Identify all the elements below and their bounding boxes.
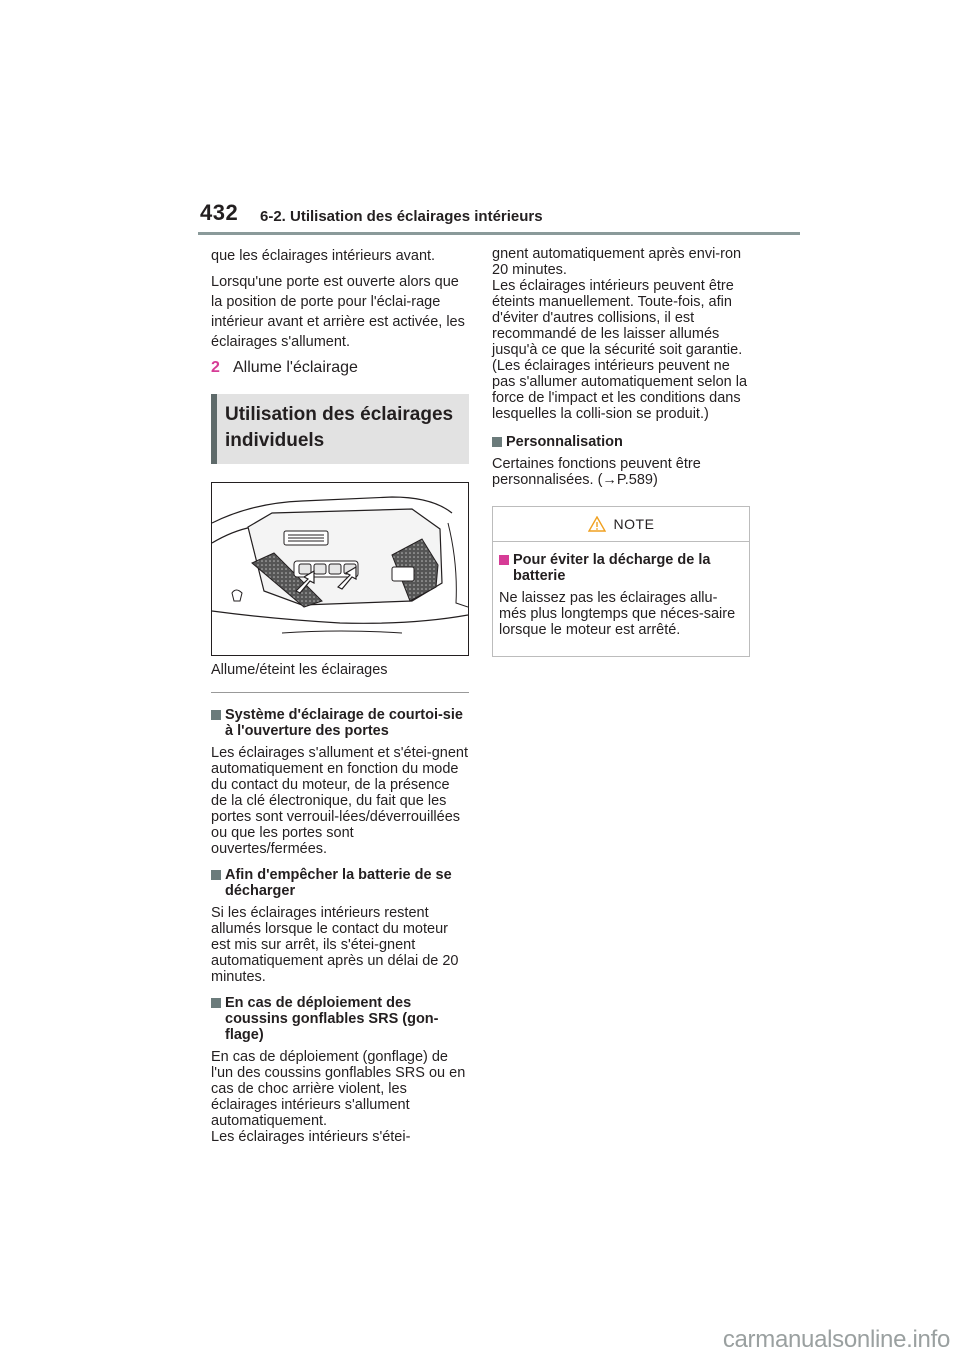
subsection-title: Afin d'empêcher la batterie de se décharger (211, 867, 469, 899)
step-item (211, 360, 469, 376)
square-bullet-icon (492, 437, 502, 447)
note-box (492, 506, 750, 657)
square-bullet-icon (499, 555, 509, 565)
subsection-title: Personnalisation (492, 434, 782, 450)
step-text: Allume l'éclairage (233, 359, 358, 376)
left-column (211, 246, 469, 1155)
paragraph: Certaines fonctions peuvent être personnalisées. (→P.589) (492, 456, 701, 488)
note-header (493, 507, 749, 542)
right-column (492, 246, 782, 657)
paragraph: gnent automatiquement après envi-ron 20 minutes. Les éclairages intérieurs peuvent être éteints manuellement. Toute-fois, afin d'éviter d'autres collisions, il est recommandé de les laisser allumés jusqu'à ce que la sécurité soit garantie. (Les éclairages intérieurs peuvent ne pas s'allumer automatiquement selon la force de l'impact et les conditions dans lesquelles la colli-sion se produit.) (492, 246, 748, 422)
header-divider (198, 232, 800, 235)
figure-caption: Allume/éteint les éclairages (211, 662, 388, 678)
caption-divider (211, 692, 469, 693)
note-text: Ne laissez pas les éclairages allu-més plus longtemps que néces-saire lorsque le moteur est arrêté. (499, 590, 736, 638)
watermark: carmanualsonline.info (722, 1326, 950, 1353)
section-heading: Utilisation des éclairages individuels (211, 394, 469, 464)
paragraph: que les éclairages intérieurs avant. (211, 248, 436, 264)
paragraph: Les éclairages s'allument et s'étei-gnent automatiquement en fonction du mode du contact du moteur, de la présence de la clé électronique, du fait que les portes sont verrouil-lées/déverrouillées ou que les portes sont ouvertes/fermées. (211, 745, 469, 857)
page-number: 432 (200, 200, 239, 225)
paragraph: Lorsqu'une porte est ouverte alors que la position de porte pour l'éclai-rage intérieur avant et arrière est activée, les éclairages s'allument. (211, 274, 465, 350)
subsection-title: Système d'éclairage de courtoi-sie à l'ouverture des portes (211, 707, 469, 739)
note-body (493, 542, 749, 656)
note-label: NOTE (613, 516, 655, 532)
paragraph: Si les éclairages intérieurs restent allumés lorsque le contact du moteur est mis sur arrêt, ils s'étei-gnent automatiquement après un délai de 20 minutes. (211, 905, 459, 985)
console-drawing (212, 483, 468, 655)
square-bullet-icon (211, 870, 221, 880)
overhead-console-illustration (211, 482, 469, 656)
square-bullet-icon (211, 710, 221, 720)
note-subsection-title: Pour éviter la décharge de la batterie (499, 552, 743, 584)
section-title: 6-2. Utilisation des éclairages intérieurs (260, 208, 543, 225)
square-bullet-icon (211, 998, 221, 1008)
subsection-title: En cas de déploiement des coussins gonflables SRS (gon-flage) (211, 995, 469, 1043)
step-number: 2 (211, 359, 220, 376)
warning-triangle-icon (588, 516, 606, 532)
paragraph: En cas de déploiement (gonflage) de l'un des coussins gonflables SRS ou en cas de choc arrière violent, les éclairages intérieurs s'allument automatiquement. Les éclairages intérieurs s'étei- (211, 1049, 466, 1145)
